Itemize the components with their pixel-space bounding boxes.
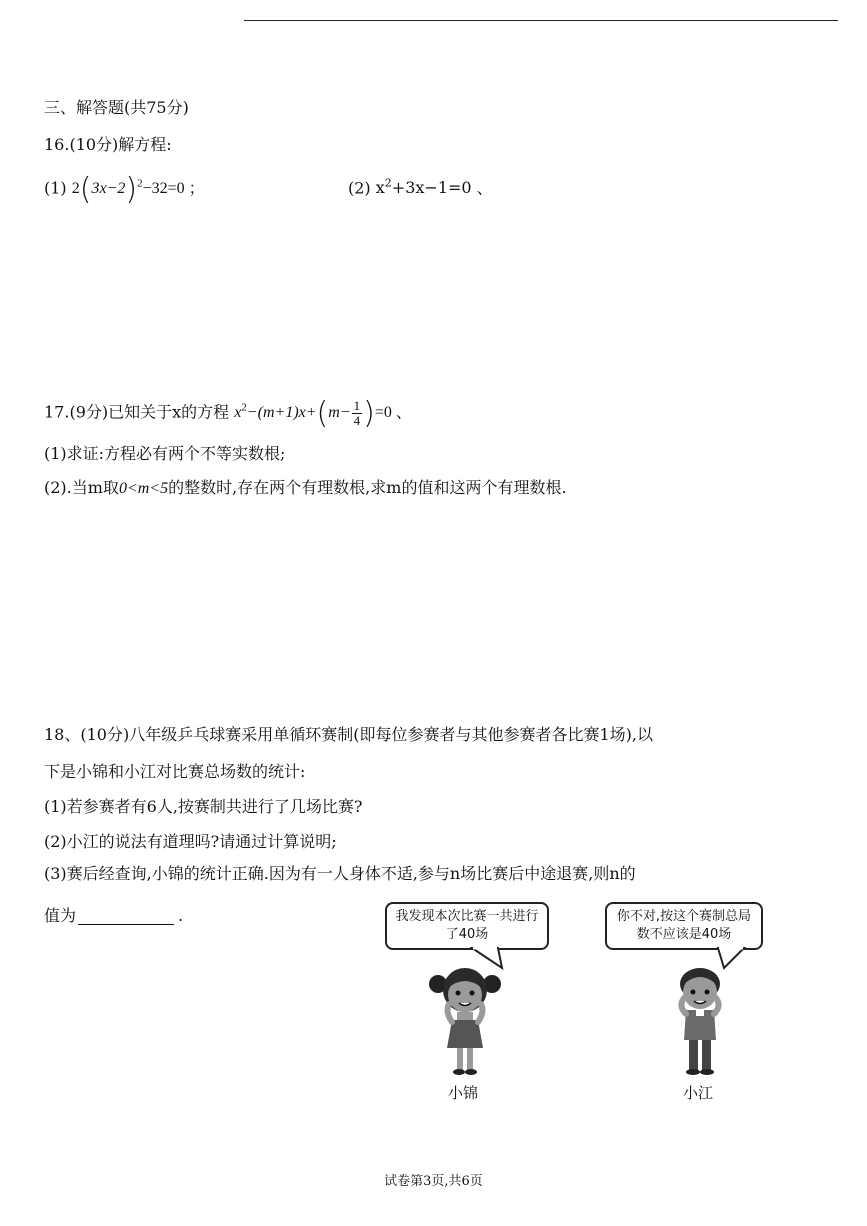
q16-title: 16.(10分)解方程: — [44, 135, 172, 154]
q18-line2: 下是小锦和小江对比赛总场数的统计: — [44, 762, 306, 781]
q17-equation: $x^2-(m+1)x+(m-$ $\frac{1}{4}$ )=0 — [234, 396, 392, 432]
girl-name: 小锦 — [448, 1084, 479, 1102]
speech-bubble-left-text: 我发现本次比赛一共进行了40场 — [395, 909, 539, 942]
q18-part3: (3)赛后经查询,小锦的统计正确.因为有一人身体不适,参与n场比赛后中途退赛,则n的 — [44, 864, 636, 883]
q18-line1: 18、(10分)八年级乒乓球赛采用单循环赛制(即每位参赛者与其他参赛者各比赛1场),以 — [44, 725, 653, 744]
q16-part1-equation: $2(3x-2)^2-32=0$ — [71, 172, 185, 208]
q18-part3-answer-line: 值为 . — [44, 906, 184, 925]
section-heading: 三、解答题(共75分) — [44, 98, 189, 117]
boy-name: 小江 — [683, 1084, 714, 1102]
header-rule — [244, 20, 838, 21]
boy-illustration — [660, 962, 740, 1080]
q16-part2-equation: $x^2+3x-1=0$ — [375, 177, 472, 198]
q16-part2: (2) $x^2+3x-1=0$ 、 — [348, 177, 493, 198]
speech-bubble-right-text: 你不对,按这个赛制总局数不应该是40场 — [616, 909, 752, 942]
speech-bubble-left — [385, 902, 549, 950]
q16-part2-label: (2) — [348, 178, 371, 198]
q18-part1: (1)若参赛者有6人,按赛制共进行了几场比赛? — [44, 797, 363, 816]
q17-condition: 0<m<5 — [118, 480, 169, 497]
page-footer: 试卷第3页,共6页 — [384, 1174, 483, 1189]
q16-part1: (1) $2(3x-2)^2-32=0$ ； — [44, 172, 205, 208]
q17-part1: (1)求证:方程必有两个不等实数根; — [44, 444, 286, 463]
q17-part2: (2).当m取0<m<5的整数时,存在两个有理数根,求m的值和这两个有理数根. — [44, 478, 567, 497]
q17-title-text: 17.(9分)已知关于x的方程 — [44, 402, 230, 422]
speech-bubble-right — [605, 902, 763, 950]
q17-title: 17.(9分)已知关于x的方程 $x^2-(m+1)x+(m-$ $\frac{1}{4}$ )=0 、 — [44, 396, 412, 432]
q18-part2: (2)小江的说法有道理吗?请通过计算说明; — [44, 832, 337, 851]
q16-part1-label: (1) — [44, 178, 67, 198]
girl-illustration — [425, 962, 505, 1080]
answer-blank — [78, 908, 174, 925]
